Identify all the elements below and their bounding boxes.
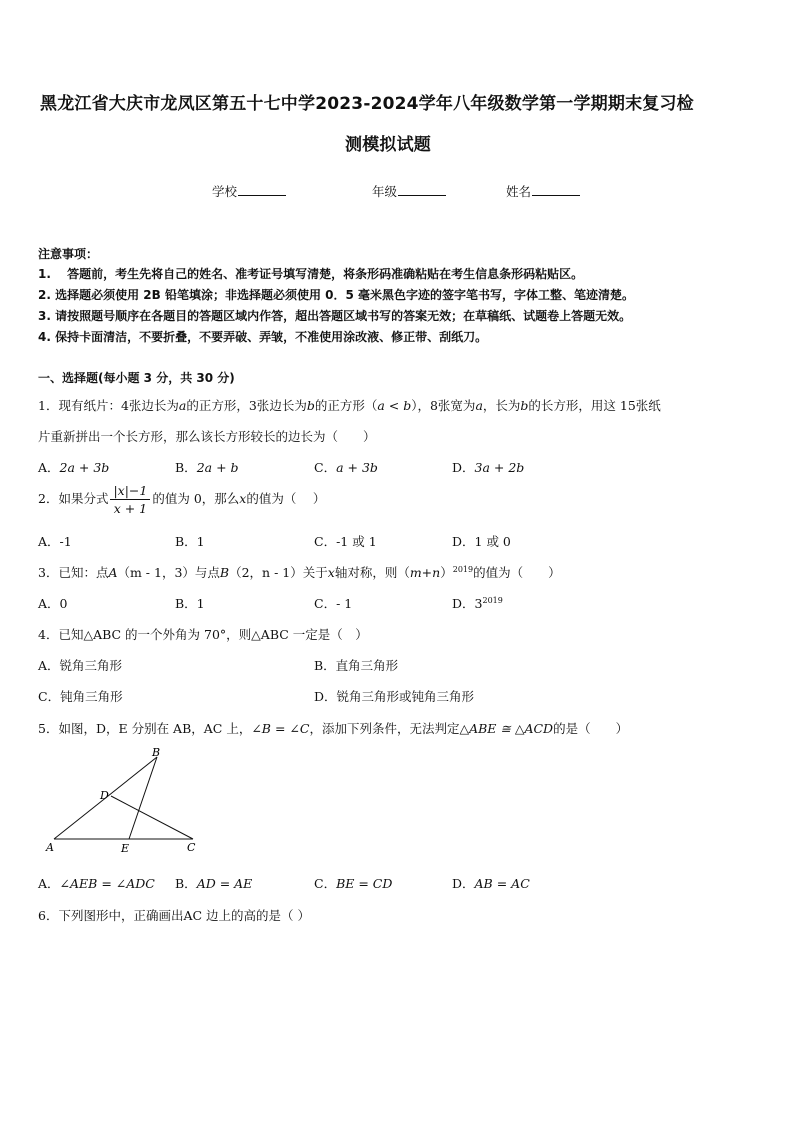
q4-option-d[interactable]: D．锐角三角形或钝角三角形 [314, 689, 475, 704]
q2-option-d[interactable]: D．1 或 0 [452, 534, 511, 549]
q1-text-4: ），8张宽为 [411, 398, 476, 413]
q1-option-a[interactable] [38, 458, 109, 476]
label-c: C [187, 841, 196, 854]
q5-option-b-letter: B． [175, 876, 197, 891]
q2-numerator: |x|−1 [110, 483, 150, 500]
q2-option-a[interactable]: A．-1 [38, 534, 72, 549]
q1-text-5: ，长为 [482, 398, 521, 413]
q1-option-d-text: 3a + 2b [474, 460, 525, 475]
question-1-line-1 [38, 396, 661, 414]
question-4: 4．已知△ABC 的一个外角为 70°，则△ABC 一定是（ ） [38, 627, 368, 642]
question-1-line-2: 片重新拼出一个长方形，那么该长方形较长的边长为（ ） [38, 429, 376, 444]
q5-option-c-text: BE = CD [336, 876, 393, 891]
q5-option-b-text: AD = AE [196, 876, 253, 891]
q5-option-b[interactable] [175, 874, 252, 892]
q5-text-3: 的是（ ） [553, 721, 629, 736]
q2-option-c[interactable]: C．-1 或 1 [314, 534, 377, 549]
school-field[interactable] [212, 182, 286, 200]
notice-item-2: 2. 选择题必须使用 2B 铅笔填涂；非选择题必须使用 0．5 毫米黑色字迹的签字笔书写，字体工整、笔迹清楚。 [38, 288, 634, 302]
grade-field[interactable] [372, 182, 446, 200]
q5-option-d[interactable] [452, 874, 530, 892]
label-e: E [121, 842, 130, 855]
q5-option-a[interactable] [38, 874, 155, 892]
q4-option-b[interactable]: B．直角三角形 [314, 658, 399, 673]
q3-option-c[interactable]: C．- 1 [314, 596, 353, 611]
q5-congruence: △ABE ≅ △ACD [459, 721, 554, 736]
q2-denominator: x + 1 [113, 501, 148, 516]
q3-option-a[interactable]: A．0 [38, 596, 68, 611]
q3-text-5: ） [440, 565, 453, 580]
school-blank[interactable] [238, 194, 286, 196]
q3-text-6: 的值为（ ） [473, 565, 561, 580]
q4-option-c[interactable]: C．钝角三角形 [38, 689, 123, 704]
q2-var-x: x [239, 491, 247, 506]
name-blank[interactable] [532, 194, 580, 196]
q1-option-c-text: a + 3b [336, 460, 378, 475]
q4-option-a[interactable]: A．锐角三角形 [38, 658, 123, 673]
label-a: A [46, 841, 54, 854]
name-field[interactable] [506, 182, 580, 200]
notice-item-3: 3. 请按照题号顺序在各题目的答题区域内作答，超出答题区域书写的答案无效；在草稿纸、试题卷上答题无效。 [38, 309, 632, 323]
q3-option-d-exponent: 2019 [482, 595, 503, 605]
q1-option-b[interactable] [175, 458, 239, 476]
q5-option-a-text: ∠AEB = ∠ADC [59, 876, 155, 891]
q3-var-x: x [327, 565, 335, 580]
notice-item-4: 4. 保持卡面清洁，不要折叠，不要弄破、弄皱，不准使用涂改液、修正带、刮纸刀。 [38, 330, 488, 344]
section-heading: 一、选择题(每小题 3 分，共 30 分) [38, 371, 235, 385]
question-3 [38, 563, 561, 581]
q3-option-b[interactable]: B．1 [175, 596, 205, 611]
q5-option-a-letter: A． [38, 876, 60, 891]
q1-option-c-letter: C． [314, 460, 337, 475]
q1-var-a: a [178, 398, 187, 413]
segment-be [129, 757, 157, 839]
q3-point-b: B [219, 565, 230, 580]
q5-triangle-figure [40, 745, 210, 855]
notice-heading: 注意事项： [38, 247, 99, 261]
q2-fraction [110, 483, 150, 516]
q3-option-d-text: D．3 [452, 596, 483, 611]
q2-text-3: 的值为（ ） [246, 491, 326, 506]
segment-cd [111, 796, 193, 839]
q1-text-3: 的正方形（ [314, 398, 378, 413]
q1-option-b-letter: B． [175, 460, 197, 475]
school-label: 学校 [212, 184, 238, 199]
q3-sum: m+n [409, 565, 441, 580]
q1-text-1: 1．现有纸片：4张边长为 [38, 398, 179, 413]
q1-option-a-letter: A． [38, 460, 60, 475]
q2-text-1: 2．如果分式 [38, 491, 109, 506]
name-label: 姓名 [506, 184, 532, 199]
q2-text-2: 的值为 0，那么 [152, 491, 240, 506]
q1-option-c[interactable] [314, 458, 378, 476]
notice-item-1: 1. 答题前，考生先将自己的姓名、准考证号填写清楚，将条形码准确粘贴在考生信息条形码粘贴区。 [38, 267, 584, 281]
q1-option-d-letter: D． [452, 460, 475, 475]
q3-point-a: A [108, 565, 118, 580]
q5-option-d-text: AB = AC [474, 876, 530, 891]
grade-label: 年级 [372, 184, 398, 199]
q1-condition: a < b [377, 398, 412, 413]
q5-option-c-letter: C． [314, 876, 337, 891]
q1-text-6: 的长方形，用这 15张纸 [528, 398, 661, 413]
question-6: 6．下列图形中，正确画出AC 边上的高的是（ ） [38, 908, 310, 923]
q1-text-2: 的正方形，3张边长为 [186, 398, 307, 413]
q1-option-d[interactable] [452, 458, 524, 476]
label-d: D [100, 789, 109, 802]
q5-option-d-letter: D． [452, 876, 475, 891]
q1-option-a-text: 2a + 3b [59, 460, 110, 475]
label-b: B [152, 746, 161, 759]
q3-option-d[interactable] [452, 594, 503, 612]
q5-text-2: ，添加下列条件，无法判定 [309, 721, 460, 736]
question-5 [38, 719, 628, 737]
q5-option-c[interactable] [314, 874, 392, 892]
q1-var-b: b [306, 398, 315, 413]
question-2 [38, 483, 325, 516]
q1-var-a2: a [475, 398, 483, 413]
q1-option-b-text: 2a + b [196, 460, 239, 475]
q5-text-1: 5．如图，D，E 分别在 AB，AC 上， [38, 721, 252, 736]
page-title-line-2: 测模拟试题 [345, 135, 431, 155]
q3-exponent: 2019 [452, 564, 474, 574]
q3-text-1: 3．已知：点 [38, 565, 109, 580]
q3-text-3: （2，n - 1）关于 [229, 565, 328, 580]
q3-text-2: （m - 1，3）与点 [117, 565, 220, 580]
page-title-line-1: 黑龙江省大庆市龙凤区第五十七中学2023-2024学年八年级数学第一学期期末复习检 [40, 94, 694, 114]
grade-blank[interactable] [398, 194, 446, 196]
q1-var-b2: b [520, 398, 529, 413]
q3-text-4: 轴对称，则（ [334, 565, 410, 580]
q2-option-b[interactable]: B．1 [175, 534, 205, 549]
q5-condition: ∠B = ∠C [251, 721, 310, 736]
